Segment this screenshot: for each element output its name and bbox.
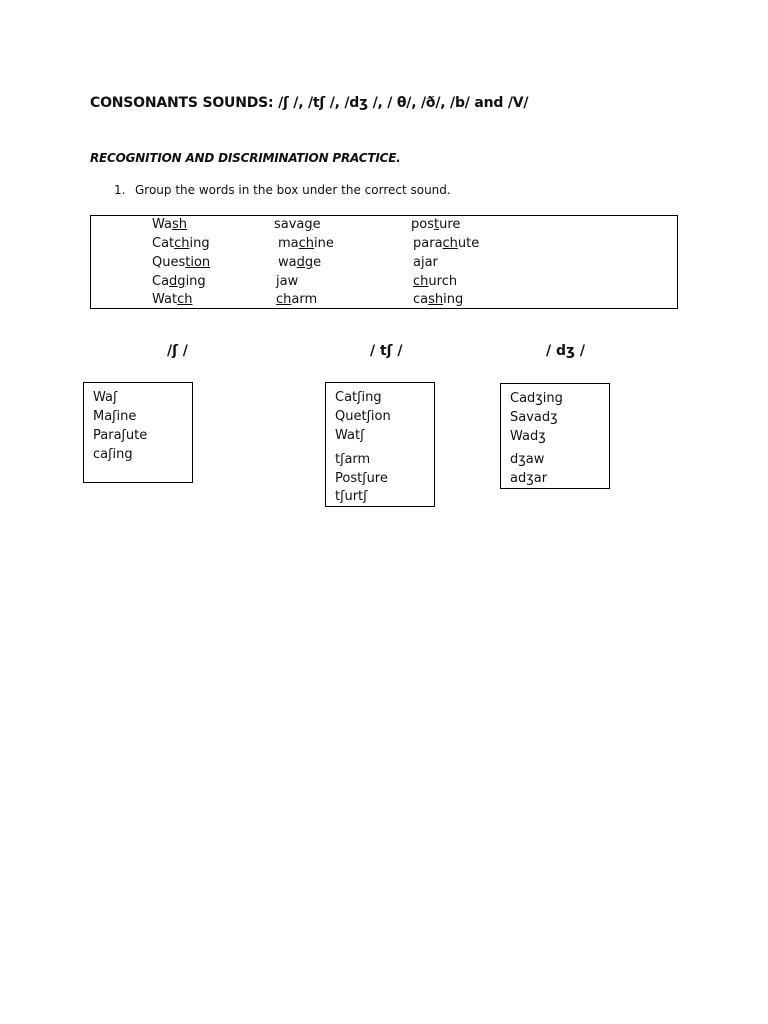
word-box bbox=[90, 215, 678, 309]
instruction bbox=[114, 183, 451, 197]
sound-header-sh: /ʃ / bbox=[167, 343, 188, 359]
word-item: Cadging bbox=[152, 274, 206, 289]
answer-box-dj bbox=[500, 383, 610, 489]
answer-item: Maʃine bbox=[93, 409, 137, 424]
word-item: Question bbox=[152, 255, 211, 270]
word-item: jaw bbox=[276, 274, 299, 289]
answer-box-sh bbox=[83, 382, 193, 483]
answer-item: tʃarm bbox=[335, 452, 371, 467]
word-item: Catching bbox=[152, 236, 210, 251]
word-item: savage bbox=[274, 217, 321, 232]
instruction-text: Group the words in the box under the correct sound. bbox=[135, 183, 451, 197]
answer-item: Cadʒing bbox=[510, 391, 563, 406]
word-item: charm bbox=[276, 292, 318, 307]
answer-box-ch bbox=[325, 382, 435, 507]
answer-item: Savadʒ bbox=[510, 410, 558, 425]
answer-item: adʒar bbox=[510, 471, 548, 486]
answer-item: Postʃure bbox=[335, 471, 388, 486]
answer-item: dʒaw bbox=[510, 452, 545, 467]
answer-item: tʃurtʃ bbox=[335, 489, 368, 504]
answer-item: Catʃing bbox=[335, 390, 382, 405]
word-item: parachute bbox=[413, 236, 480, 251]
answer-item: Paraʃute bbox=[93, 428, 148, 443]
word-item: wadge bbox=[278, 255, 322, 270]
answer-item: caʃing bbox=[93, 447, 133, 462]
instruction-number: 1. bbox=[114, 183, 126, 197]
sound-header-dj: / dʒ / bbox=[546, 343, 585, 359]
word-item: ajar bbox=[413, 255, 438, 270]
section-subtitle: RECOGNITION AND DISCRIMINATION PRACTICE. bbox=[90, 151, 401, 165]
answer-item: Waʃ bbox=[93, 390, 118, 405]
answer-item: Watʃ bbox=[335, 428, 365, 443]
word-item: church bbox=[413, 274, 458, 289]
word-item: cashing bbox=[413, 292, 464, 307]
word-item: machine bbox=[278, 236, 334, 251]
page-title: CONSONANTS SOUNDS: /ʃ /, /tʃ /, /dʒ /, / θ/, /ð/, /b/ and /V/ bbox=[90, 95, 529, 111]
word-item: posture bbox=[411, 217, 461, 232]
answer-item: Quetʃion bbox=[335, 409, 391, 424]
word-item: Watch bbox=[152, 292, 193, 307]
sound-header-ch: / tʃ / bbox=[370, 343, 403, 359]
word-item: Wash bbox=[152, 217, 188, 232]
answer-item: Wadʒ bbox=[510, 429, 546, 444]
